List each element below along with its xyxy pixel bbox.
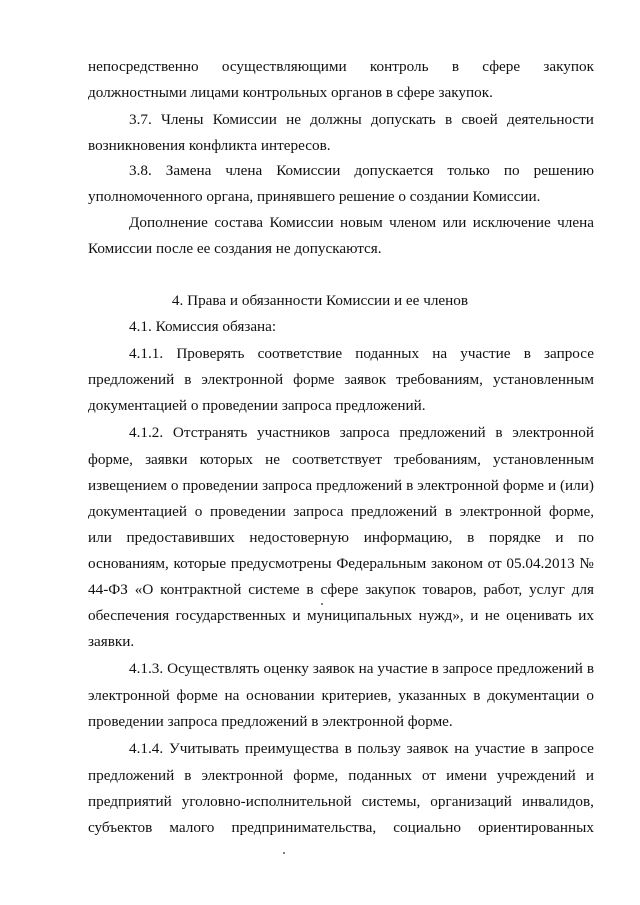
word: электронной (201, 371, 284, 388)
text-line (88, 766, 594, 786)
word: предложений (88, 371, 175, 388)
word: государственных (175, 607, 286, 624)
text-line (88, 818, 594, 838)
word: законом (430, 555, 483, 572)
word: работ, (483, 581, 523, 598)
word: члена (225, 162, 263, 179)
word: критериев, (321, 687, 392, 704)
word: в (467, 529, 475, 546)
word: № (579, 555, 594, 572)
word: в (406, 477, 414, 494)
text-line (88, 502, 594, 522)
word: Отстранять (172, 424, 248, 441)
word: соответствие (257, 345, 343, 362)
word: по (503, 162, 520, 179)
word: Комиссии (269, 214, 334, 231)
word: требованиям, (396, 371, 483, 388)
word: соответствует (292, 451, 382, 468)
word: установленным (492, 371, 594, 388)
word: для (571, 581, 594, 598)
word: Осуществлять (167, 660, 260, 677)
word: пользу (357, 740, 401, 757)
word: и (292, 607, 301, 624)
word: предложений (315, 477, 403, 494)
word: форме (502, 477, 545, 494)
word: указанных (398, 687, 467, 704)
word: состава (214, 214, 264, 231)
word: извещением (88, 477, 167, 494)
text-line (88, 792, 594, 812)
word: в (530, 740, 539, 757)
word: проведении (182, 477, 259, 494)
word: основаниям, (88, 555, 169, 572)
word: Проверять (176, 345, 245, 362)
word: своей (461, 111, 498, 128)
word: требованиям, (394, 451, 481, 468)
word: не (265, 451, 280, 468)
word: предусмотрены (230, 555, 332, 572)
word: не (484, 607, 500, 624)
word: поданных (348, 767, 412, 784)
word: предложений (496, 660, 583, 677)
text-line: Комиссии после ее создания не допускаются. (88, 240, 382, 257)
word: в (444, 111, 453, 128)
word: в (306, 581, 314, 598)
word: в (431, 660, 439, 677)
word: заявки (145, 451, 188, 468)
word: Комиссии (276, 162, 341, 179)
word: сфере (320, 581, 359, 598)
word: 05.04.2013 (506, 555, 575, 572)
text-line (88, 450, 594, 470)
word: и (470, 607, 479, 624)
text-line: должностными лицами контрольных органов в сфере закупок. (88, 84, 493, 101)
word: предложений (350, 503, 438, 520)
word: форме, (88, 451, 133, 468)
word: в (495, 424, 503, 441)
word: их (578, 607, 594, 624)
word: члена (557, 214, 594, 231)
word: имени (446, 767, 487, 784)
word: деятельности (506, 111, 594, 128)
word: Замена (165, 162, 212, 179)
paragraph-3-8 (129, 161, 594, 181)
word: 4.1.3. (129, 660, 164, 677)
paragraph-4-1-4 (129, 739, 594, 759)
word: Комиссии (212, 111, 277, 128)
word: запроса (339, 424, 390, 441)
word: электронной (512, 424, 594, 441)
word: электронной (459, 503, 542, 520)
text-line (88, 686, 594, 706)
word: форме (176, 687, 218, 704)
word: 3.7. (129, 111, 152, 128)
text-line: документацией о проведении запроса предложений. (88, 397, 426, 414)
word: участие (460, 345, 511, 362)
word: 4.1.2. (129, 424, 164, 441)
word: на (224, 687, 240, 704)
paragraph-4-1-2 (129, 423, 594, 443)
word: заявок (406, 740, 449, 757)
word: предоставивших (126, 529, 235, 546)
word: форме (293, 371, 335, 388)
word: услуг (529, 581, 565, 598)
word: участие (377, 660, 428, 677)
word: исключение (472, 214, 551, 231)
text-line (88, 580, 594, 600)
word: документации (487, 687, 580, 704)
word: контрактной (160, 581, 242, 598)
paragraph-4-1-1 (129, 344, 594, 364)
word: или (88, 529, 112, 546)
text-line (88, 606, 594, 626)
word: в (184, 767, 192, 784)
word: системе (248, 581, 300, 598)
word: 3.8. (129, 162, 152, 179)
word: основании (246, 687, 315, 704)
word: нужд», (418, 607, 464, 624)
word: от (422, 767, 437, 784)
word: сфере (482, 58, 521, 75)
word: порядке (488, 529, 541, 546)
word: о (586, 687, 594, 704)
word: проведении (209, 503, 286, 520)
word: в (444, 503, 452, 520)
word: в (523, 345, 531, 362)
word: и (555, 529, 564, 546)
text-line (88, 554, 594, 574)
word: социально (393, 819, 461, 836)
word: в (184, 371, 192, 388)
word: запроса (293, 503, 344, 520)
word: 44-ФЗ (88, 581, 128, 598)
word: в (586, 660, 594, 677)
word: документацией (88, 503, 188, 520)
paragraph-4-1: 4.1. Комиссия обязана: (129, 318, 277, 335)
text-line: проведении запроса предложений в электронной форме. (88, 713, 453, 730)
word: которых (199, 451, 254, 468)
word: Учитывать (168, 740, 240, 757)
word: форме, (293, 767, 339, 784)
word: по (578, 529, 594, 546)
word: о (170, 477, 179, 494)
word: контроль (369, 58, 429, 75)
word: преимущества (245, 740, 339, 757)
text-line (88, 370, 594, 390)
word: малого (169, 819, 215, 836)
word: ориентированных (478, 819, 594, 836)
word: предложений (88, 767, 175, 784)
word: непосредственно (88, 58, 199, 75)
word: предложений (399, 424, 486, 441)
paragraph-addition (129, 213, 594, 233)
text-line (88, 528, 594, 548)
word: решению (533, 162, 594, 179)
word: участников (257, 424, 330, 441)
word: и (547, 477, 557, 494)
word: в (344, 740, 352, 757)
word: запросе (543, 740, 594, 757)
word: учреждений (496, 767, 576, 784)
word: должны (310, 111, 362, 128)
word: 4.1.1. (129, 345, 164, 362)
word: в (451, 58, 459, 75)
word: от (487, 555, 502, 572)
word: не (286, 111, 301, 128)
paragraph-3-7 (129, 110, 594, 130)
word: только (447, 162, 490, 179)
word: закупок (365, 581, 416, 598)
word: осуществляющими (221, 58, 347, 75)
word: обеспечения (88, 607, 170, 624)
word: электронной (88, 687, 170, 704)
word: запросе (544, 345, 594, 362)
word: оценивать (506, 607, 572, 624)
word: о (194, 503, 203, 520)
word: недостоверную (249, 529, 349, 546)
word: Члены (160, 111, 204, 128)
word: информацию, (363, 529, 453, 546)
word: 4.1.4. (129, 740, 164, 757)
word: запросе (442, 660, 493, 677)
section-heading: 4. Права и обязанности Комиссии и ее членов (171, 292, 469, 309)
word: на (358, 660, 374, 677)
word: уголовно-исполнительной (181, 793, 352, 810)
word: (или) (560, 477, 594, 494)
word: членом (389, 214, 437, 231)
text-line: уполномоченного органа, принявшего решение о создании Комиссии. (88, 188, 541, 205)
word: запроса (262, 477, 313, 494)
word: организаций (430, 793, 512, 810)
word: допускается (354, 162, 434, 179)
text-line (88, 476, 594, 496)
word: электронной (201, 767, 284, 784)
scan-speck (321, 603, 323, 605)
word: Федеральным (336, 555, 427, 572)
text-line (88, 57, 594, 77)
word: оценку (263, 660, 309, 677)
word: новым (339, 214, 383, 231)
word: заявок (312, 660, 355, 677)
word: системы, (361, 793, 421, 810)
word: инвалидов, (521, 793, 594, 810)
word: и (585, 767, 594, 784)
word: или (442, 214, 467, 231)
text-line: возникновения конфликта интересов. (88, 137, 331, 154)
word: на (432, 345, 448, 362)
word: в (473, 687, 481, 704)
word: заявок (344, 371, 387, 388)
word: форме, (549, 503, 594, 520)
text-line: заявки. (88, 633, 135, 650)
word: Дополнение (129, 214, 208, 231)
scan-speck (283, 852, 285, 854)
word: на (454, 740, 470, 757)
word: участие (474, 740, 526, 757)
word: которые (173, 555, 227, 572)
word: электронной (417, 477, 499, 494)
word: закупок (543, 58, 594, 75)
word: муниципальных (306, 607, 413, 624)
paragraph-4-1-3 (129, 659, 594, 679)
word: субъектов (88, 819, 153, 836)
word: предприятий (88, 793, 172, 810)
word: «О (134, 581, 154, 598)
word: установленным (492, 451, 594, 468)
word: допускать (370, 111, 436, 128)
word: предпринимательства, (231, 819, 377, 836)
word: товаров, (422, 581, 477, 598)
word: поданных (355, 345, 420, 362)
